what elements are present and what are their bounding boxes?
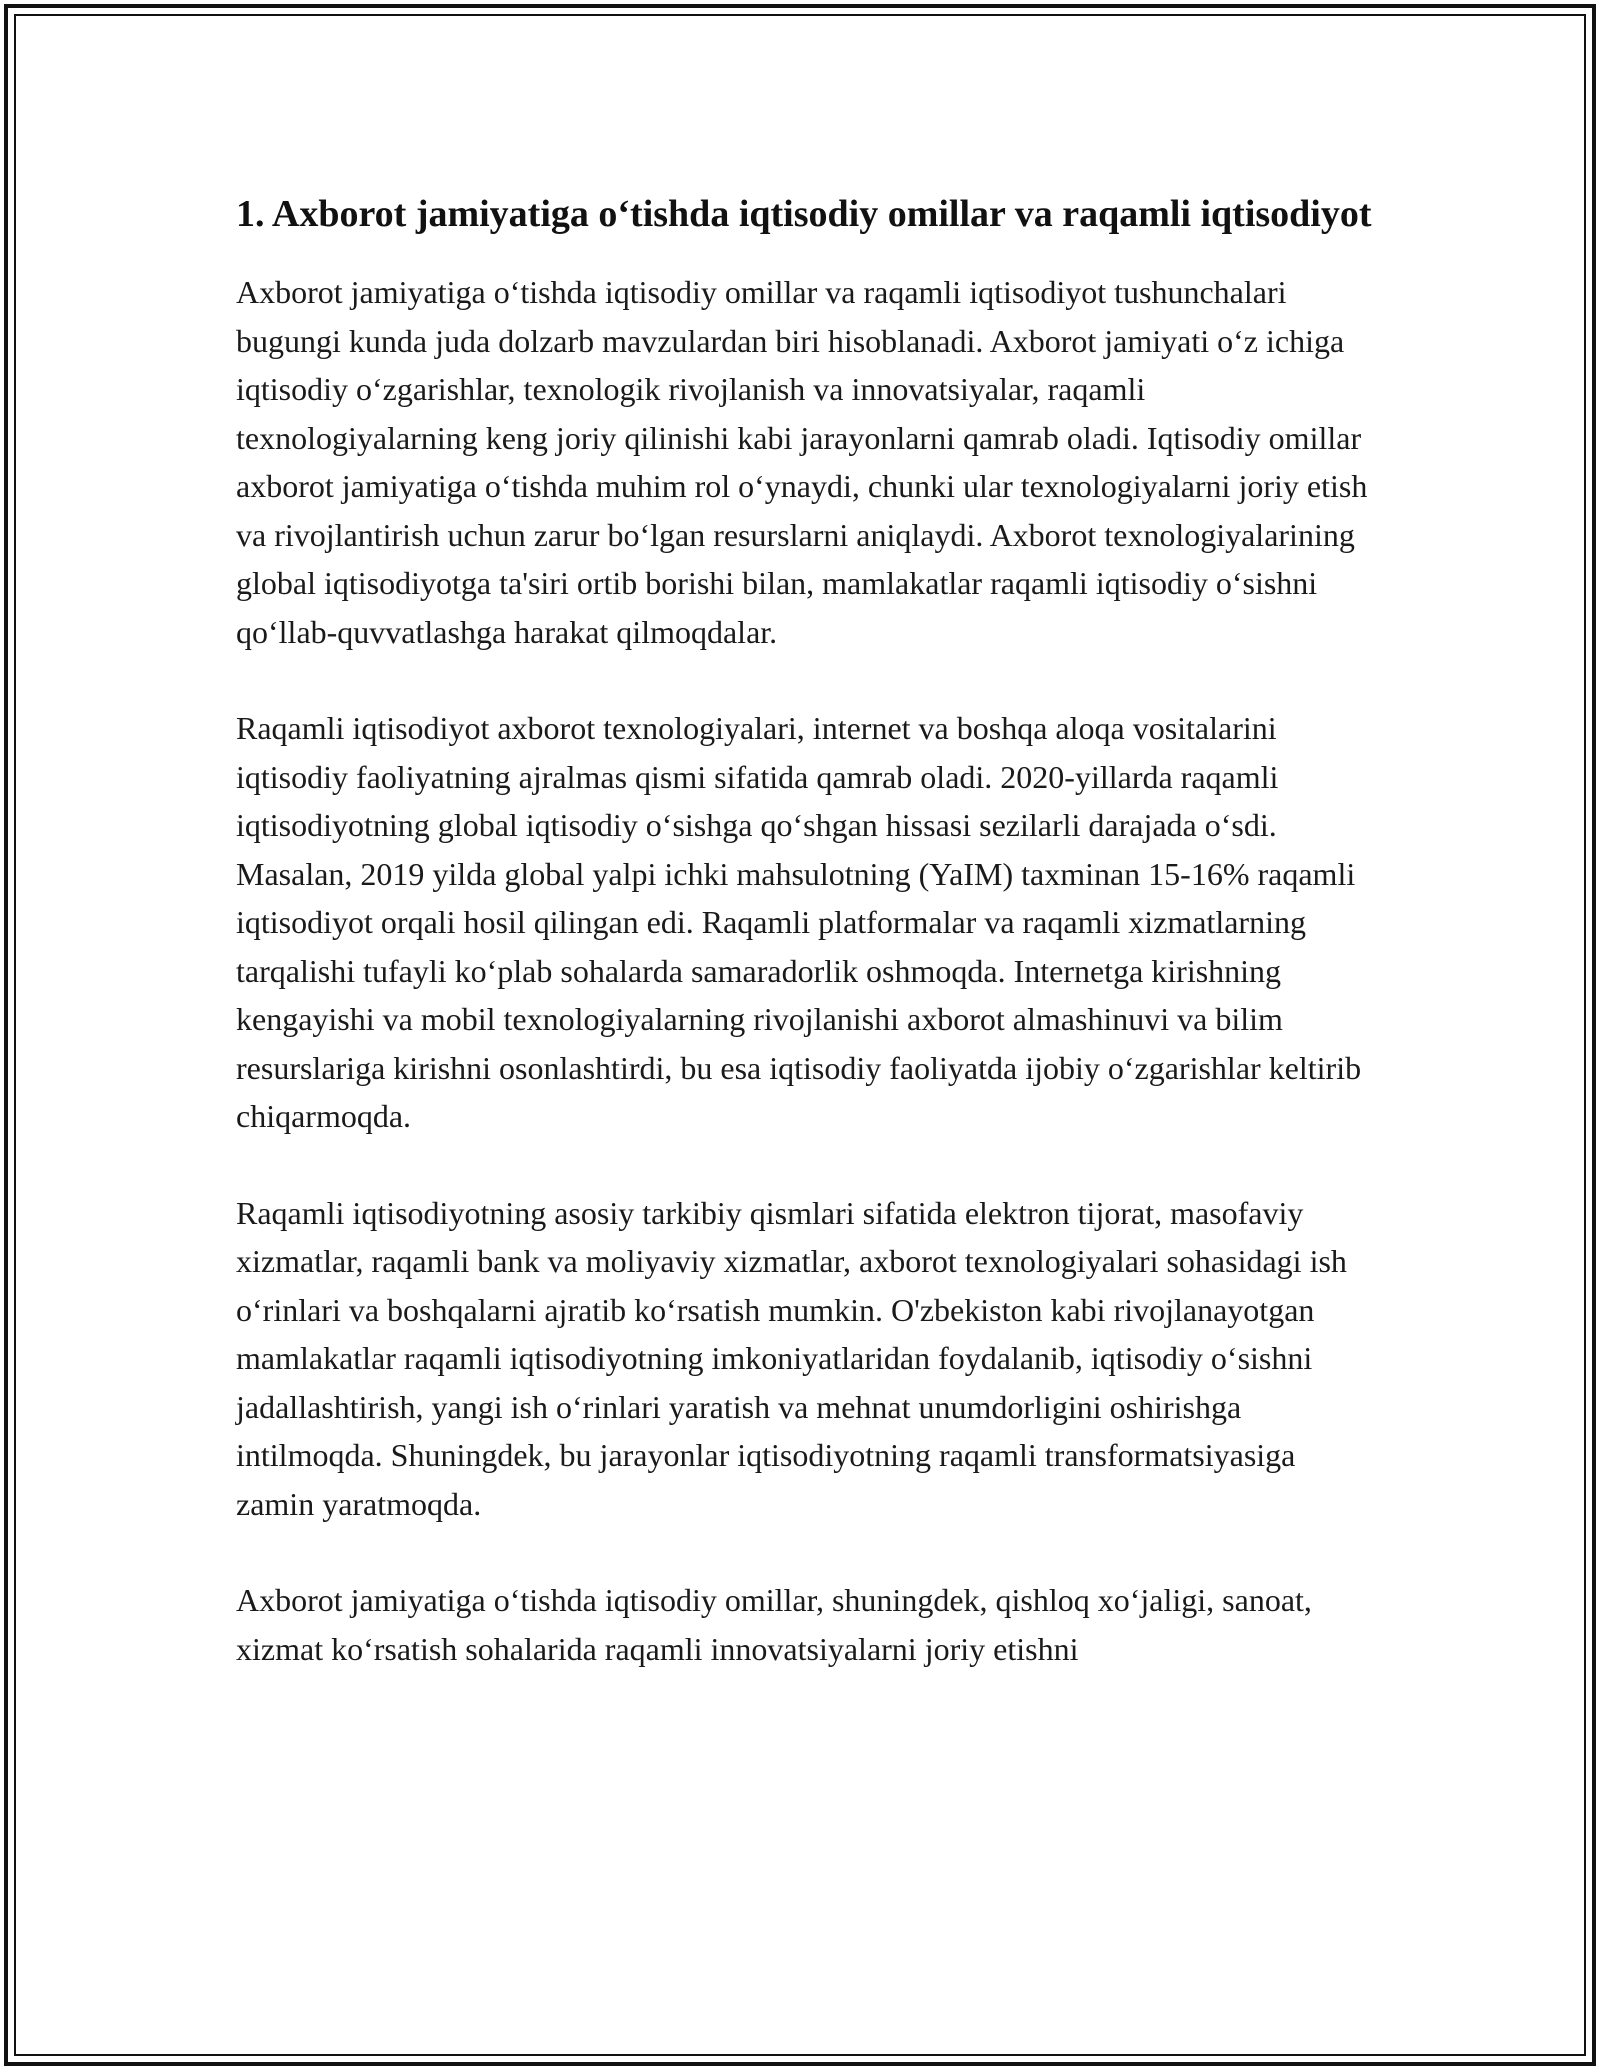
paragraph-3: Raqamli iqtisodiyotning asosiy tarkibiy qismlari sifatida elektron tijorat, masofaviy xizmatlar, raqamli bank va moliyaviy xizmatlar, axborot texnologiyalari sohasidagi ish o‘rinlari va boshqalarni ajratib ko‘rsatish mumkin. O'zbekiston kabi rivojlanayotgan mamlakatlar raqamli iqtisodiyotning imkoniyatlaridan foydalanib, iqtisodiy o‘sishni jadallashtirish, yangi ish o‘rinlari yaratish va mehnat unumdorligini oshirishga intilmoqda. Shuningdek, bu jarayonlar iqtisodiyotning raqamli transformatsiyasiga zamin yaratmoqda.: [236, 1194, 1347, 1522]
paragraph-4: Axborot jamiyatiga o‘tishda iqtisodiy omillar, shuningdek, qishloq xo‘jaligi, sanoat, xizmat ko‘rsatish sohalarida raqamli innovatsiyalarni joriy etishni: [236, 1582, 1312, 1667]
section-heading: 1. Axborot jamiyatiga o‘tishda iqtisodiy omillar va raqamli iqtisodiyot: [236, 193, 1372, 235]
paragraph-1: Axborot jamiyatiga o‘tishda iqtisodiy omillar va raqamli iqtisodiyot tushunchalari bugungi kunda juda dolzarb mavzulardan biri hisoblanadi. Axborot jamiyati o‘z ichiga iqtisodiy o‘zgarishlar, texnologik rivojlanish va innovatsiyalar, raqamli texnologiyalarning keng joriy qilinishi kabi jarayonlarni qamrab oladi. Iqtisodiy omillar axborot jamiyatiga o‘tishda muhim rol o‘ynaydi, chunki ular texnologiyalarni joriy etish va rivojlantirish uchun zarur bo‘lgan resurslarni aniqlaydi. Axborot texnologiyalarining global iqtisodiyotga ta'siri ortib borishi bilan, mamlakatlar raqamli iqtisodiy o‘sishni qo‘llab-quvvatlashga harakat qilmoqdalar.: [236, 274, 1368, 650]
paragraph-2: Raqamli iqtisodiyot axborot texnologiyalari, internet va boshqa aloqa vositalarini iqtisodiy faoliyatning ajralmas qismi sifatida qamrab oladi. 2020-yillarda raqamli iqtisodiyotning global iqtisodiy o‘sishga qo‘shgan hissasi sezilarli darajada o‘sdi. Masalan, 2019 yilda global yalpi ichki mahsulotning (YaIM) taxminan 15-16% raqamli iqtisodiyot orqali hosil qilingan edi. Raqamli platformalar va raqamli xizmatlarning tarqalishi tufayli ko‘plab sohalarda samaradorlik oshmoqda. Internetga kirishning kengayishi va mobil texnologiyalarning rivojlanishi axborot almashinuvi va bilim resurslariga kirishni osonlashtirdi, bu esa iqtisodiy faoliyatda ijobiy o‘zgarishlar keltirib chiqarmoqda.: [236, 710, 1362, 1134]
document-body: [236, 186, 1376, 1673]
